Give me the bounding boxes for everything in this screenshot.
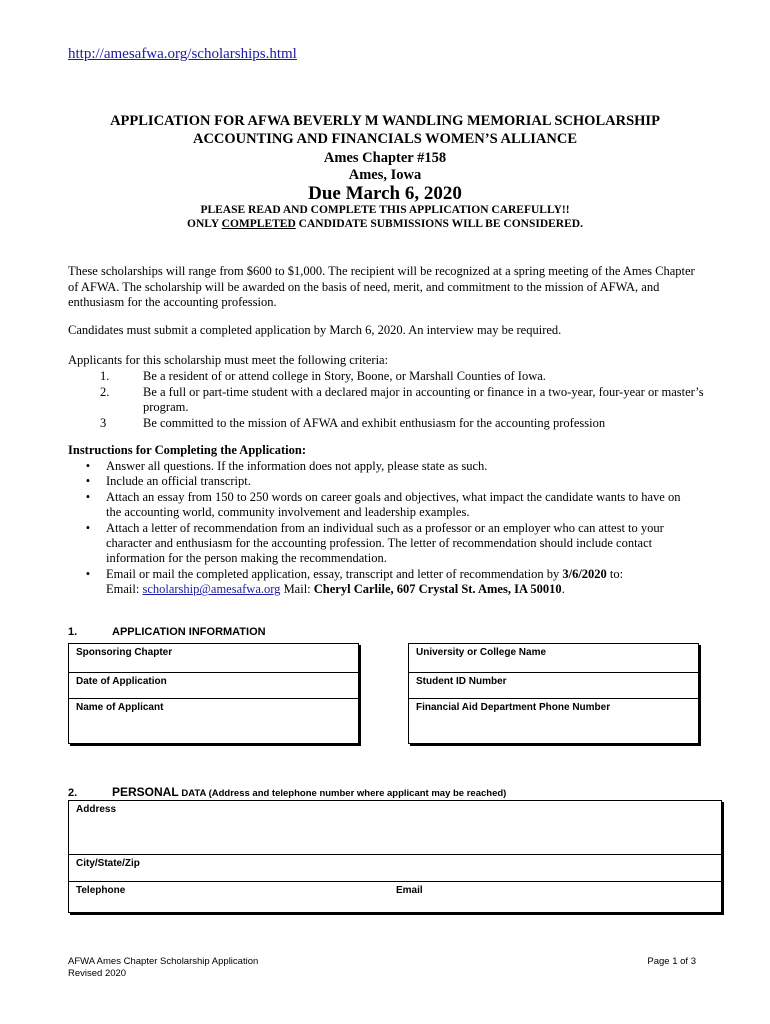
- title-chapter: Ames Chapter #158: [323, 150, 447, 166]
- bullet-icon: •: [85, 566, 91, 581]
- section-1-heading: 1. APPLICATION INFORMATION: [68, 626, 266, 638]
- intro-paragraph-2: Candidates must submit a completed application by March 6, 2020. An interview may be required.: [68, 323, 562, 337]
- address-field[interactable]: Address: [69, 801, 721, 855]
- email-field[interactable]: Email: [396, 885, 423, 896]
- section-2-heading: 2. PERSONAL DATA (Address and telephone number where applicant may be reached): [68, 785, 507, 799]
- bullet-icon: •: [85, 459, 91, 473]
- title-line-2: ACCOUNTING AND FINANCIALS WOMEN’S ALLIANCE: [192, 131, 578, 147]
- sponsoring-chapter-field[interactable]: Sponsoring Chapter: [69, 644, 358, 673]
- due-date-heading: Due March 6, 2020: [308, 183, 462, 204]
- scholarship-email-link[interactable]: scholarship@amesafwa.org: [142, 582, 281, 597]
- university-name-field[interactable]: University or College Name: [409, 644, 698, 673]
- list-item: • Include an official transcript.: [68, 474, 698, 489]
- contact-line: Email: scholarship@amesafwa.org Mail: Cheryl Carlile, 607 Crystal St. Ames, IA 50010.: [106, 582, 565, 597]
- student-id-field[interactable]: Student ID Number: [409, 673, 698, 699]
- financial-aid-phone-field[interactable]: Financial Aid Department Phone Number: [416, 702, 611, 713]
- completed-emphasis: COMPLETED: [221, 218, 296, 230]
- name-of-applicant-field[interactable]: Name of Applicant: [76, 702, 164, 713]
- telephone-field[interactable]: Telephone: [76, 885, 126, 896]
- list-item: • Email or mail the completed application, essay, transcript and letter of recommendation by 3/6/2020 to:: [68, 567, 698, 582]
- title-line-1: APPLICATION FOR AFWA BEVERLY M WANDLING MEMORIAL SCHOLARSHIP: [110, 113, 660, 129]
- page-number: Page 1 of 3: [647, 956, 696, 967]
- instructions-list: [68, 459, 698, 598]
- bullet-icon: •: [85, 474, 91, 489]
- criteria-list: [68, 369, 708, 431]
- bullet-icon: •: [85, 520, 91, 535]
- application-info-right-box: [408, 643, 699, 744]
- title-location: Ames, Iowa: [348, 167, 422, 183]
- criteria-intro: Applicants for this scholarship must meet the following criteria:: [68, 353, 389, 367]
- personal-data-box: [68, 800, 722, 913]
- list-item: • Attach a letter of recommendation from an individual such as a professor or an employer who can attest to your character and enthusiasm for the accounting profession. The letter of recommendation should include contact information for the person making the recommendation.: [68, 521, 698, 567]
- bullet-icon: •: [85, 489, 91, 504]
- warning-line-1: PLEASE READ AND COMPLETE THIS APPLICATION CAREFULLY!!: [200, 204, 570, 216]
- list-item: • Attach an essay from 150 to 250 words on career goals and objectives, what impact the candidate wants to have on the accounting world, community involvement and leadership examples.: [68, 490, 698, 521]
- intro-paragraph-1: These scholarships will range from $600 to $1,000. The recipient will be recognized at a spring meeting of the Ames Chapter of AFWA. The scholarship will be awarded on the basis of need, merit, and commitment to the mission of AFWA, and enthusiasm for the accounting profession.: [68, 264, 695, 309]
- list-item: • Answer all questions. If the information does not apply, please state as such.: [68, 459, 698, 474]
- criteria-item: 1. Be a resident of or attend college in Story, Boone, or Marshall Counties of Iowa.: [100, 369, 546, 383]
- instructions-heading: Instructions for Completing the Application:: [68, 443, 306, 457]
- city-state-zip-field[interactable]: City/State/Zip: [69, 855, 721, 882]
- warning-line-2: ONLY COMPLETED CANDIDATE SUBMISSIONS WILL BE CONSIDERED.: [187, 218, 583, 230]
- footer-left: AFWA Ames Chapter Scholarship Application Revised 2020: [68, 956, 259, 979]
- mail-address: Cheryl Carlile, 607 Crystal St. Ames, IA 50010: [313, 582, 562, 597]
- scholarship-url-link[interactable]: http://amesafwa.org/scholarships.html: [68, 46, 297, 62]
- date-of-application-field[interactable]: Date of Application: [69, 673, 358, 699]
- criteria-item: 3 Be committed to the mission of AFWA and exhibit enthusiasm for the accounting profession: [100, 415, 606, 430]
- application-info-left-box: [68, 643, 359, 744]
- criteria-item: 2. Be a full or part-time student with a declared major in accounting or finance in a two-year, four-year or master’s program.: [100, 384, 704, 414]
